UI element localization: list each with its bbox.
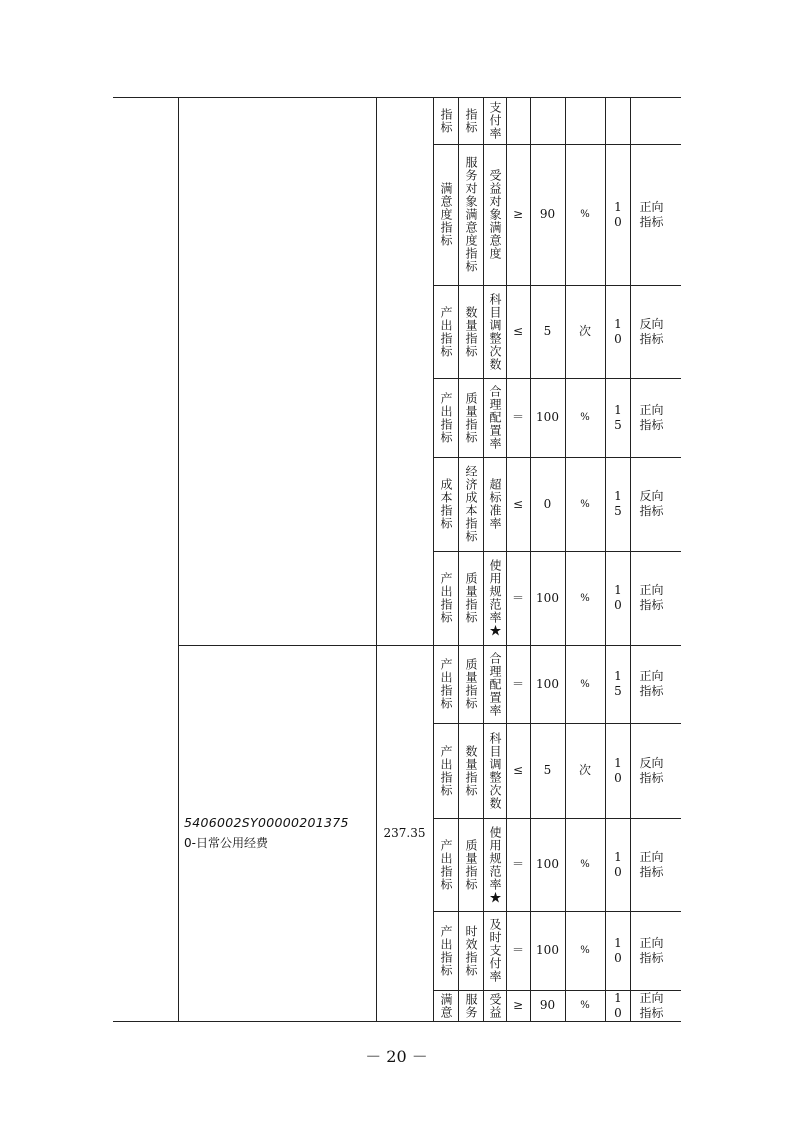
weight-score-cell (605, 551, 630, 645)
comparison-operator-cell (506, 645, 530, 723)
weight-score: 10 (611, 583, 625, 613)
level2-indicator: 经济成本指标 (464, 465, 478, 543)
level2-indicator-cell (458, 378, 483, 457)
page-number: － 20 － (365, 1047, 428, 1066)
level1-indicator: 成本指标 (439, 478, 453, 530)
level1-indicator: 产出指标 (439, 744, 453, 797)
level2-indicator: 时效指标 (464, 924, 478, 977)
level2-indicator-cell (458, 818, 483, 911)
level1-indicator: 产出指标 (439, 305, 453, 358)
measure-unit-cell (565, 378, 605, 457)
indicator-direction: 正向指标 (639, 669, 664, 698)
weight-score-cell (605, 723, 630, 818)
comparison-operator: ≤ (512, 324, 524, 338)
level3-indicator-cell (483, 457, 506, 551)
level2-indicator: 质量指标 (464, 838, 478, 891)
measure-unit: % (580, 1000, 590, 1011)
indicator-direction: 正向指标 (639, 849, 664, 879)
target-value: 5 (543, 324, 552, 338)
level3-indicator: 使用规范率★ (488, 559, 502, 637)
indicator-direction: 正向指标 (639, 199, 664, 229)
comparison-operator: ≥ (512, 207, 524, 221)
project-name-cell (184, 645, 374, 1021)
project-code: 5406002SY00000201375 (184, 815, 349, 830)
level3-indicator: 及时支付率 (488, 918, 502, 983)
target-value: 90 (539, 207, 556, 221)
level1-indicator-cell (433, 378, 458, 457)
comparison-operator-cell (506, 97, 530, 144)
level2-indicator: 数量指标 (464, 744, 478, 797)
indicator-direction-cell (630, 818, 681, 911)
level3-indicator-cell (483, 97, 506, 144)
level2-indicator-cell (458, 911, 483, 990)
comparison-operator-cell (506, 378, 530, 457)
level3-indicator-cell (483, 551, 506, 645)
comparison-operator-cell (506, 144, 530, 285)
target-value: 100 (536, 410, 559, 424)
comparison-operator: ＝ (511, 410, 524, 424)
indicator-direction: 正向指标 (639, 402, 664, 432)
level1-indicator-cell (433, 990, 458, 1021)
level3-indicator-cell (483, 144, 506, 285)
comparison-operator: ≤ (512, 496, 524, 511)
level2-indicator-cell (458, 285, 483, 378)
target-value: 0 (543, 496, 552, 511)
target-value: 100 (536, 943, 559, 957)
level1-indicator: 产出指标 (439, 838, 453, 891)
comparison-operator-cell (506, 911, 530, 990)
comparison-operator: ≥ (512, 998, 524, 1012)
level1-indicator-cell (433, 144, 458, 285)
indicator-direction: 反向指标 (639, 489, 664, 518)
measure-unit-cell (565, 551, 605, 645)
indicator-direction-cell (630, 144, 681, 285)
comparison-operator: ＝ (511, 857, 524, 871)
level3-indicator-cell (483, 378, 506, 457)
weight-score: 10 (611, 935, 625, 966)
level3-indicator: 科目调整次数 (488, 731, 502, 810)
measure-unit-cell (565, 990, 605, 1021)
measure-unit-cell (565, 457, 605, 551)
level3-indicator: 支付率 (488, 101, 502, 140)
weight-score: 15 (611, 669, 625, 699)
level3-indicator-cell (483, 723, 506, 818)
indicator-direction-cell (630, 990, 681, 1021)
indicator-direction-cell (630, 457, 681, 551)
comparison-operator-cell (506, 818, 530, 911)
measure-unit: % (580, 678, 590, 690)
level1-indicator: 满意 (439, 992, 453, 1019)
weight-score: 10 (611, 199, 625, 230)
indicator-direction: 正向指标 (639, 990, 664, 1020)
level3-indicator: 合理配置率 (488, 385, 502, 450)
level3-indicator-cell (483, 818, 506, 911)
level1-indicator-cell (433, 457, 458, 551)
level2-indicator: 服务对象满意度指标 (464, 156, 478, 273)
target-value-cell (530, 457, 565, 551)
level3-indicator: 超标准率 (488, 478, 502, 530)
comparison-operator: ＝ (511, 590, 524, 605)
level2-indicator-cell (458, 990, 483, 1021)
level1-indicator: 产出指标 (439, 658, 453, 710)
target-value: 90 (539, 998, 556, 1012)
measure-unit: % (580, 498, 590, 510)
level2-indicator-cell (458, 457, 483, 551)
target-value-cell (530, 645, 565, 723)
indicator-direction-cell (630, 97, 681, 144)
level2-indicator: 质量指标 (464, 572, 478, 624)
budget-amount-cell (376, 645, 433, 1021)
measure-unit-cell (565, 818, 605, 911)
indicator-direction: 正向指标 (639, 583, 664, 612)
target-value-cell (530, 818, 565, 911)
weight-score-cell (605, 645, 630, 723)
level3-indicator-cell (483, 990, 506, 1021)
weight-score-cell (605, 97, 630, 144)
level1-indicator: 指标 (439, 107, 453, 134)
level2-indicator-cell (458, 645, 483, 723)
indicator-direction-cell (630, 551, 681, 645)
measure-unit: % (580, 412, 590, 423)
measure-unit-cell (565, 144, 605, 285)
level1-indicator-cell (433, 723, 458, 818)
measure-unit: % (580, 859, 590, 870)
budget-amount: 237.35 (383, 825, 426, 840)
level1-indicator-cell (433, 911, 458, 990)
measure-unit-cell (565, 97, 605, 144)
weight-score-cell (605, 285, 630, 378)
level2-indicator-cell (458, 144, 483, 285)
indicator-direction-cell (630, 645, 681, 723)
level1-indicator-cell (433, 645, 458, 723)
indicator-direction-cell (630, 285, 681, 378)
target-value-cell (530, 990, 565, 1021)
level3-indicator: 合理配置率 (488, 651, 502, 717)
level1-indicator-cell (433, 285, 458, 378)
target-value: 100 (536, 590, 559, 605)
comparison-operator-cell (506, 990, 530, 1021)
weight-score: 10 (611, 316, 625, 347)
measure-unit-cell (565, 285, 605, 378)
indicator-direction-cell (630, 723, 681, 818)
level2-indicator-cell (458, 97, 483, 144)
level2-indicator: 服务 (464, 992, 478, 1019)
target-value-cell (530, 378, 565, 457)
comparison-operator: ＝ (511, 676, 524, 691)
measure-unit-cell (565, 723, 605, 818)
level3-indicator: 受益 (488, 992, 502, 1019)
target-value-cell (530, 97, 565, 144)
target-value-cell (530, 723, 565, 818)
level2-indicator: 质量指标 (464, 391, 478, 444)
level1-indicator-cell (433, 97, 458, 144)
target-value-cell (530, 911, 565, 990)
level1-indicator: 产出指标 (439, 391, 453, 444)
indicator-direction: 反向指标 (639, 755, 664, 785)
level1-indicator: 产出指标 (439, 572, 453, 624)
measure-unit-cell (565, 911, 605, 990)
level1-indicator-cell (433, 551, 458, 645)
weight-score: 15 (611, 489, 625, 519)
level3-indicator-cell (483, 285, 506, 378)
weight-score: 10 (611, 755, 625, 786)
weight-score-cell (605, 990, 630, 1021)
level1-indicator: 产出指标 (439, 924, 453, 977)
level3-indicator-cell (483, 645, 506, 723)
measure-unit: 次 (578, 763, 591, 777)
target-value-cell (530, 551, 565, 645)
weight-score-cell (605, 457, 630, 551)
comparison-operator-cell (506, 551, 530, 645)
column-divider (178, 97, 179, 1021)
weight-score: 10 (611, 990, 625, 1021)
level1-indicator: 满意度指标 (439, 182, 453, 247)
measure-unit: % (580, 592, 590, 604)
target-value: 100 (536, 676, 559, 691)
weight-score: 15 (611, 402, 625, 433)
weight-score-cell (605, 911, 630, 990)
project-title: 0-日常公用经费 (184, 836, 268, 850)
table-bottom-border (113, 1021, 681, 1022)
target-value: 100 (536, 857, 559, 871)
level2-indicator: 数量指标 (464, 305, 478, 358)
indicator-direction: 正向指标 (639, 935, 664, 965)
level2-indicator: 质量指标 (464, 658, 478, 710)
level3-indicator-cell (483, 911, 506, 990)
weight-score-cell (605, 818, 630, 911)
level1-indicator-cell (433, 818, 458, 911)
level3-indicator: 使用规范率★ (488, 825, 502, 904)
comparison-operator-cell (506, 723, 530, 818)
comparison-operator: ≤ (512, 763, 524, 777)
indicator-direction-cell (630, 911, 681, 990)
target-value: 5 (543, 763, 552, 777)
level3-indicator: 受益对象满意度 (488, 169, 502, 260)
weight-score-cell (605, 378, 630, 457)
project-name (184, 813, 349, 853)
measure-unit-cell (565, 645, 605, 723)
weight-score-cell (605, 144, 630, 285)
measure-unit: % (580, 945, 590, 956)
target-value-cell (530, 144, 565, 285)
target-value-cell (530, 285, 565, 378)
level2-indicator-cell (458, 723, 483, 818)
comparison-operator-cell (506, 285, 530, 378)
comparison-operator: ＝ (511, 943, 524, 957)
level3-indicator: 科目调整次数 (488, 292, 502, 371)
level2-indicator: 指标 (464, 107, 478, 134)
measure-unit: % (580, 209, 590, 220)
measure-unit: 次 (578, 324, 591, 338)
indicator-direction: 反向指标 (639, 316, 664, 346)
level2-indicator-cell (458, 551, 483, 645)
indicator-direction-cell (630, 378, 681, 457)
weight-score: 10 (611, 849, 625, 880)
comparison-operator-cell (506, 457, 530, 551)
